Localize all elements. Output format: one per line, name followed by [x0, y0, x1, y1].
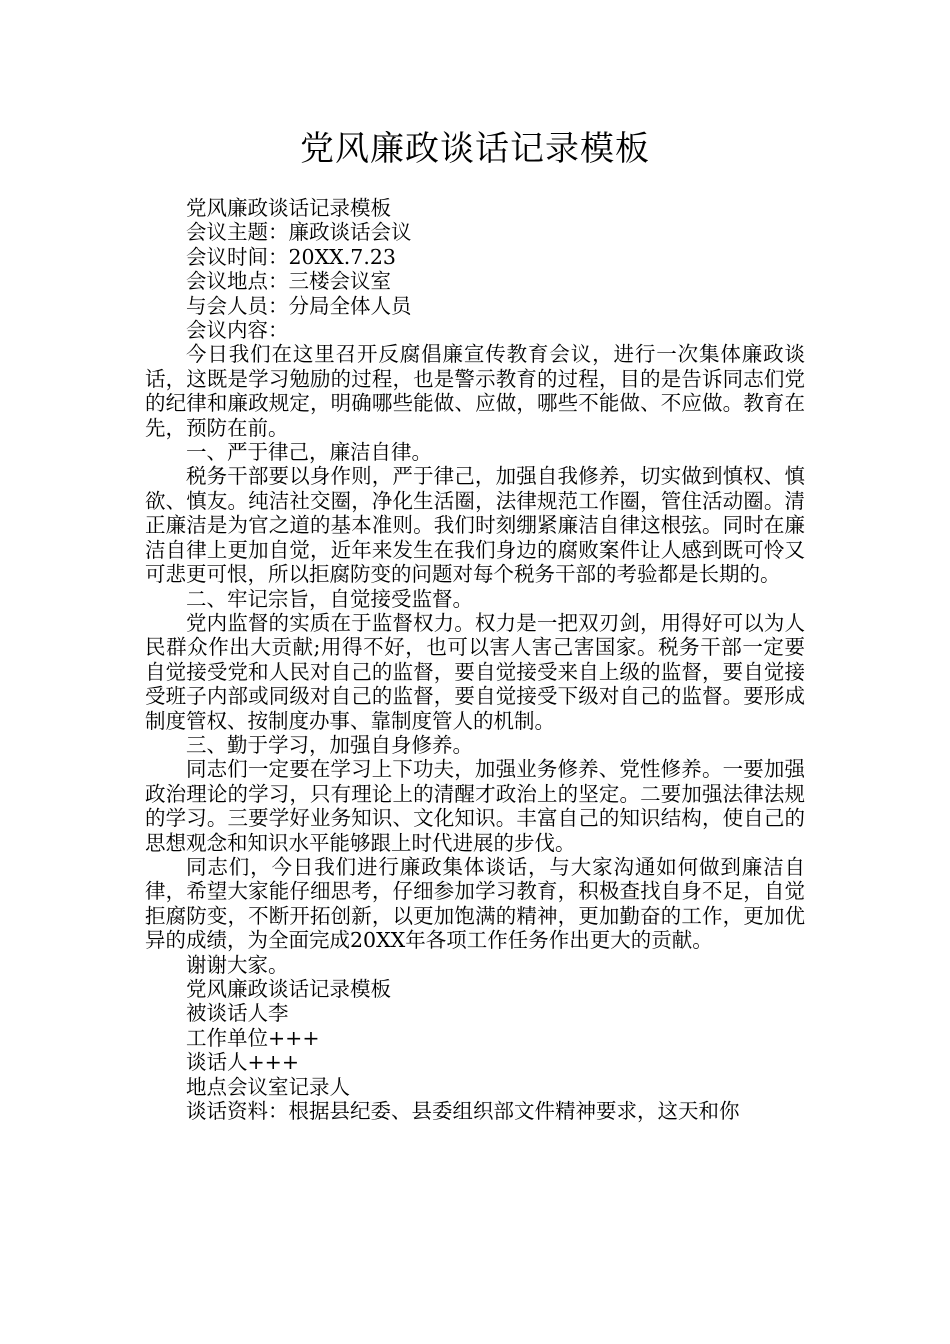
paragraph: 地点会议室记录人 — [186, 1074, 350, 1099]
paragraph: 党风廉政谈话记录模板 — [186, 977, 391, 1001]
paragraph: 同志们，今日我们进行廉政集体谈话，与大家沟通如何做到廉洁自律，希望大家能仔细思考，仔细参加学习教育，积极查找自身不足，自觉拒腐防变，不断开拓创新，以更加饱满的精神，更加勤奋的工作，更加优异的成绩，为全面完成20XX年各项工作任务作出更大的贡献。 — [145, 854, 805, 953]
paragraph: 税务干部要以身作则，严于律己，加强自我修养，切实做到慎权、慎欲、慎友。纯洁社交圈，净化生活圈，法律规范工作圈，管住活动圈。清正廉洁是为官之道的基本准则。我们时刻绷紧廉洁自律这根弦。同时在廉洁自律上更加自觉，近年来发生在我们身边的腐败案件让人感到既可怜又可悲更可恨，所以拒腐防变的问题对每个税务干部的考验都是长期的。 — [145, 464, 805, 587]
paragraph: 党内监督的实质在于监督权力。权力是一把双刃剑，用得好可以为人民群众作出大贡献;用得不好，也可以害人害己害国家。税务干部一定要自觉接受党和人民对自己的监督，要自觉接受来自上级的监督，要自觉接受班子内部或同级对自己的监督，要自觉接受下级对自己的监督。要形成制度管权、按制度办事、靠制度管人的机制。 — [145, 610, 805, 733]
paragraph: 会议主题：廉政谈话会议 — [186, 220, 412, 245]
paragraph: 谢谢大家。 — [186, 952, 289, 977]
paragraph: 会议内容： — [186, 318, 289, 343]
paragraph: 工作单位+++ — [186, 1025, 320, 1050]
paragraph: 今日我们在这里召开反腐倡廉宣传教育会议，进行一次集体廉政谈话，这既是学习勉励的过程，也是警示教育的过程，目的是告诉同志们党的纪律和廉政规定，明确哪些能做、应做，哪些不能做、不应做。教育在先，预防在前。 — [145, 342, 805, 440]
paragraph: 谈话资料：根据县纪委、县委组织部文件精神要求，这天和你 — [186, 1099, 740, 1124]
paragraph: 三、勤于学习，加强自身修养。 — [186, 732, 473, 757]
paragraph: 二、牢记宗旨，自觉接受监督。 — [186, 586, 473, 611]
paragraph: 会议时间：20XX.7.23 — [186, 244, 396, 269]
paragraph: 与会人员：分局全体人员 — [186, 293, 412, 318]
paragraph: 被谈话人李 — [186, 1001, 289, 1026]
document-title: 党风廉政谈话记录模板 — [300, 129, 650, 169]
paragraph: 同志们一定要在学习上下功夫，加强业务修养、党性修养。一要加强政治理论的学习，只有理论上的清醒才政治上的坚定。二要加强法律法规的学习。三要学好业务知识、文化知识。丰富自己的知识结构，使自己的思想观念和知识水平能够跟上时代进展的步伐。 — [145, 757, 805, 855]
document-body — [145, 196, 805, 1123]
paragraph: 会议地点：三楼会议室 — [186, 269, 391, 294]
paragraph: 党风廉政谈话记录模板 — [186, 196, 391, 220]
paragraph: 谈话人+++ — [186, 1050, 300, 1075]
paragraph: 一、严于律己，廉洁自律。 — [186, 440, 432, 465]
